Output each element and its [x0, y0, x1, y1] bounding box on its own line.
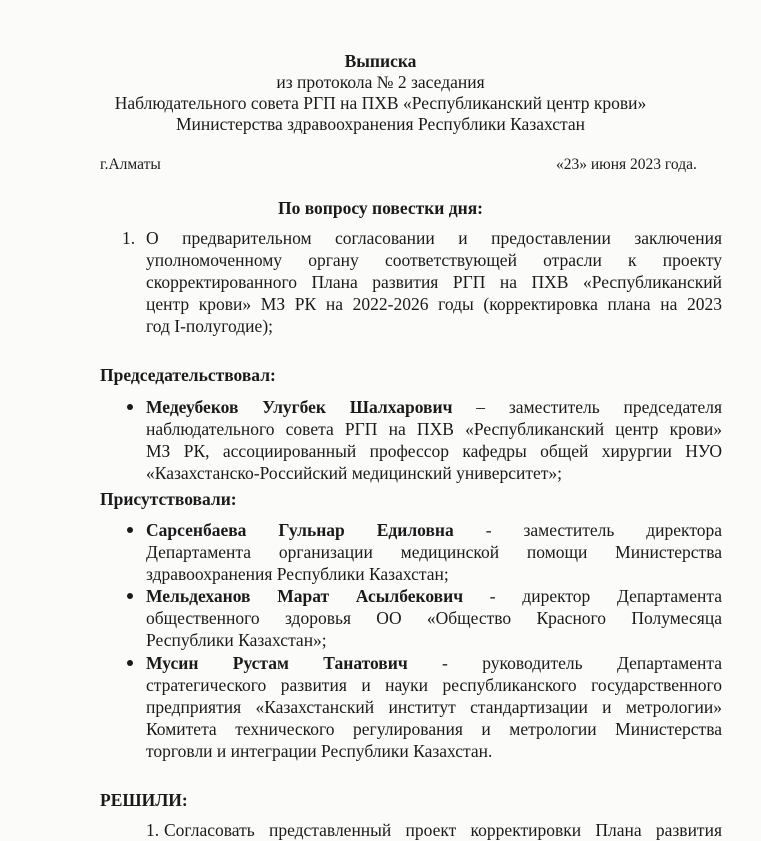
- chair-name: Медеубеков Улугбек Шалхарович: [146, 397, 453, 417]
- chaired-heading: Председательствовал:: [100, 365, 276, 385]
- agenda-line: центр крови» МЗ РК на 2022-2026 годы (корректировка плана на 2023: [146, 294, 722, 314]
- member-line: Департамента организации медицинской помощи Министерства: [146, 542, 722, 562]
- member-role-start: - руководитель Департамента: [442, 653, 722, 673]
- agenda-line: уполномоченному органу соответствующей отрасли к проекту: [146, 250, 722, 270]
- bullet-icon: [127, 593, 133, 599]
- member-line: общественного здоровья ОО «Общество Красного Полумесяца: [146, 608, 722, 628]
- member-line: Республики Казахстан»;: [146, 630, 327, 650]
- chair-line: МЗ РК, ассоциированный профессор кафедры общей хирургии НУО: [146, 441, 722, 461]
- decision-line: Согласовать представленный проект корректировки Плана развития: [164, 820, 722, 840]
- agenda-line: скорректированного Плана развития РГП на ПХВ «Республиканский: [146, 272, 722, 292]
- member-first-line: [146, 519, 722, 541]
- document-title: Выписка: [344, 51, 417, 71]
- council-line: Наблюдательного совета РГП на ПХВ «Республиканский центр крови»: [114, 93, 647, 113]
- bullet-icon: [127, 660, 133, 666]
- member-role-start: - заместитель директора: [485, 520, 722, 540]
- chair-line: «Казахстанско-Российский медицинский университет»;: [146, 463, 563, 483]
- member-line: здравоохранения Республики Казахстан;: [146, 564, 449, 584]
- chair-first-line: [146, 396, 722, 418]
- member-name: Мельдеханов Марат Асылбекович: [146, 586, 464, 606]
- member-line: Комитета технического регулирования и метрологии Министерства: [146, 719, 722, 739]
- date: «23» июня 2023 года.: [556, 156, 697, 173]
- protocol-line: из протокола № 2 заседания: [276, 72, 485, 92]
- member-name: Сарсенбаева Гульнар Едиловна: [146, 520, 454, 540]
- member-first-line: [146, 652, 722, 674]
- member-line: стратегического развития и науки республиканского государственного: [146, 675, 722, 695]
- member-first-line: [146, 585, 722, 607]
- place: г.Алматы: [100, 156, 161, 173]
- agenda-number: 1.: [122, 228, 136, 248]
- bullet-icon: [127, 404, 133, 410]
- agenda-line: О предварительном согласовании и предоставлении заключения: [146, 228, 722, 248]
- ministry-line: Министерства здравоохранения Республики Казахстан: [175, 114, 586, 134]
- member-name: Мусин Рустам Танатович: [146, 653, 408, 673]
- present-heading: Присутствовали:: [100, 489, 237, 509]
- chair-line: наблюдательного совета РГП на ПХВ «Республиканский центр крови»: [146, 419, 722, 439]
- member-role-start: - директор Департамента: [489, 586, 722, 606]
- decision-number: 1.: [146, 820, 160, 840]
- agenda-heading: По вопросу повестки дня:: [277, 198, 483, 218]
- chair-role-start: – заместитель председателя: [476, 397, 723, 417]
- agenda-line: год I-полугодие);: [146, 316, 274, 336]
- member-line: предприятия «Казахстанский институт стандартизации и метрологии»: [146, 697, 722, 717]
- bullet-icon: [127, 527, 133, 533]
- decided-heading: РЕШИЛИ:: [100, 790, 188, 810]
- member-line: торговли и интеграции Республики Казахстан.: [146, 741, 493, 761]
